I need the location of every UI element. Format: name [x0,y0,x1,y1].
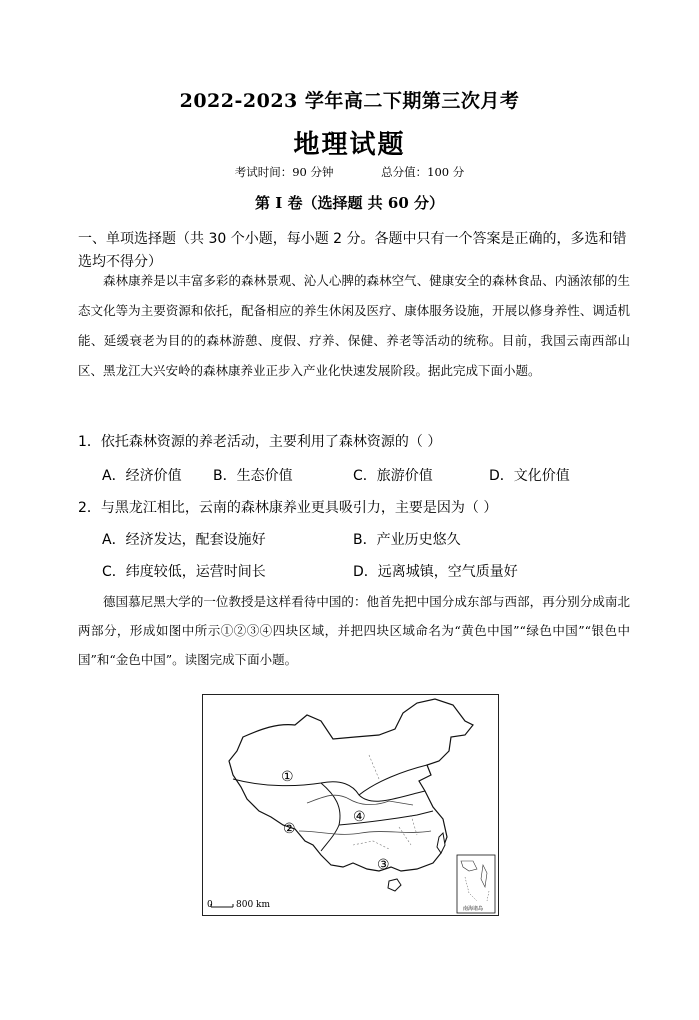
scale-distance-label: 800 km [236,900,271,910]
question-1-option-c: C．旅游价值 [353,468,433,484]
exam-time: 考试时间：90 分钟 [234,165,334,179]
question-1-option-a: A．经济价值 [102,468,182,484]
question-1-stem: 1．依托森林资源的养老活动，主要利用了森林资源的（ ） [78,434,442,450]
question-2-stem: 2．与黑龙江相比，云南的森林康养业更具吸引力，主要是因为（ ） [78,500,498,516]
china-map-figure [203,695,498,915]
china-region-map [202,694,499,916]
exam-title: 2022-2023 学年高二下期第三次月考 [179,90,520,112]
exam-meta [0,164,699,180]
question-2-option-c: C．纬度较低，运营时间长 [102,564,266,580]
scale-zero-label: 0 [207,900,213,910]
region-label-3: ③ [377,857,390,873]
total-score: 总分值：100 分 [381,165,465,179]
section-title: 第 I 卷（选择题 共 60 分） [254,194,444,212]
region-label-4: ④ [353,809,366,825]
question-1-option-d: D．文化价值 [489,468,570,484]
region-label-2: ② [283,821,296,837]
question-2-option-d: D．远离城镇，空气质量好 [353,564,518,580]
inset-caption: 南海诸岛 [463,906,484,912]
reading-passage-1: 森林康养是以丰富多彩的森林景观、沁人心脾的森林空气、健康安全的森林食品、内涵浓郁的生态文化等为主要资源和依托，配备相应的养生休闲及医疗、康体服务设施，开展以修身养性、调适机能、延缓衰老为目的的森林游憩、度假、疗养、保健、养老等活动的统称。目前，我国云南西部山区、黑龙江大兴安岭的森林康养业正步入产业化快速发展阶段。据此完成下面小题。 [78,273,630,378]
question-1-option-b: B．生态价值 [213,468,293,484]
south-china-sea-inset [457,855,495,913]
region-label-1: ① [281,769,294,785]
hainan-island [388,879,401,891]
question-2-option-a: A．经济发达，配套设施好 [102,532,266,548]
subject-title: 地理试题 [293,130,406,160]
instruction-text: 一、单项选择题（共 30 个小题，每小题 2 分。各题中只有一个答案是正确的，多选和错选均不得分） [78,231,627,270]
reading-passage-2: 德国慕尼黑大学的一位教授是这样看待中国的：他首先把中国分成东部与西部，再分别分成南北两部分，形成如图中所示①②③④四块区域，并把四块区域命名为“黄色中国”“绿色中国”“银色中国”和“金色中国”。读图完成下面小题。 [78,594,630,667]
question-2-option-b: B．产业历史悠久 [353,532,461,548]
